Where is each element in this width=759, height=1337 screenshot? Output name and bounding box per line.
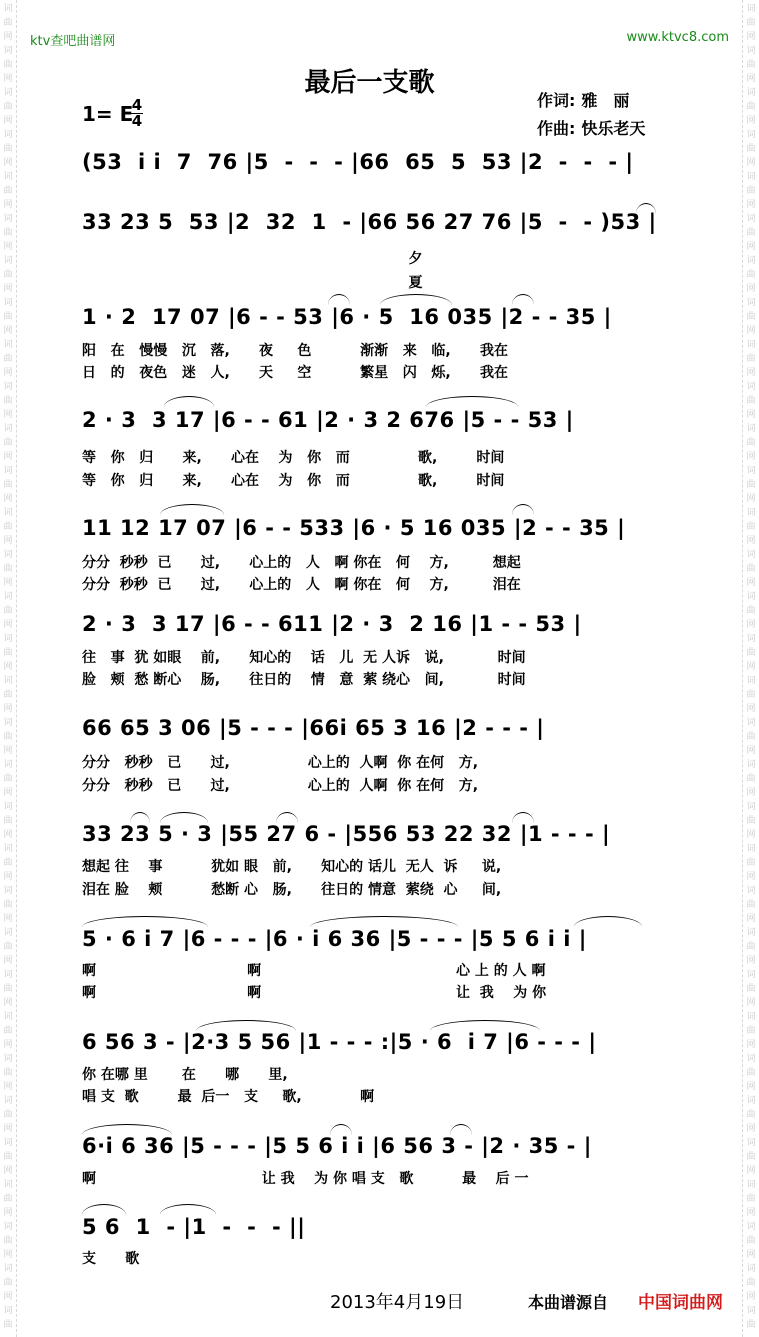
watermark-char: 曲 bbox=[3, 18, 13, 28]
watermark-char: 词 bbox=[3, 1054, 13, 1064]
system-5-lyric-2: 分分 秒秒 已 过, 心上的 人 啊 你在 何 方, 泪在 bbox=[82, 577, 521, 593]
system-2-lyric-1: 夕 bbox=[82, 251, 423, 267]
system-3-lyric-1: 阳 在 慢慢 沉 落, 夜 色 渐渐 来 临, 我在 bbox=[82, 343, 508, 359]
watermark-char: 词 bbox=[746, 1264, 756, 1274]
watermark-char: 网 bbox=[746, 32, 756, 42]
watermark-char: 词 bbox=[3, 256, 13, 266]
system-3-notes: 1 · 2 17 07 |6 - - 53 |6 · 5 16 035 |2 - - 35 | bbox=[82, 305, 612, 329]
watermark-char: 网 bbox=[3, 1166, 13, 1176]
watermark-char: 曲 bbox=[3, 270, 13, 280]
watermark-char: 词 bbox=[3, 928, 13, 938]
watermark-char: 曲 bbox=[746, 102, 756, 112]
watermark-char: 词 bbox=[746, 634, 756, 644]
watermark-char: 词 bbox=[746, 592, 756, 602]
watermark-char: 曲 bbox=[746, 186, 756, 196]
watermark-char: 网 bbox=[746, 746, 756, 756]
system-8-lyric-2: 泪在 脸 颊 愁断 心 肠, 往日的 情意 萦绕 心 间, bbox=[82, 882, 502, 898]
watermark-char: 网 bbox=[746, 788, 756, 798]
watermark-char: 曲 bbox=[746, 312, 756, 322]
system-10-notes: 6 56 3 - |2·3 5 56 |1 - - - :|5 · 6 i 7 |6 - - - | bbox=[82, 1030, 597, 1054]
watermark-char: 词 bbox=[746, 298, 756, 308]
watermark-char: 词 bbox=[746, 508, 756, 518]
time-signature bbox=[130, 98, 144, 129]
watermark-char: 网 bbox=[746, 494, 756, 504]
watermark-column-right bbox=[742, 0, 759, 1337]
watermark-char: 曲 bbox=[746, 1110, 756, 1120]
watermark-char: 曲 bbox=[746, 1236, 756, 1246]
watermark-char: 词 bbox=[3, 1012, 13, 1022]
watermark-char: 词 bbox=[3, 886, 13, 896]
watermark-char: 曲 bbox=[3, 816, 13, 826]
watermark-char: 词 bbox=[746, 256, 756, 266]
slur bbox=[574, 916, 642, 927]
watermark-char: 曲 bbox=[3, 774, 13, 784]
system-9-notes: 5 · 6 i 7 |6 - - - |6 · i 6 36 |5 - - - |5 5 6 i i | bbox=[82, 927, 587, 951]
watermark-char: 词 bbox=[746, 1096, 756, 1106]
source-label: 本曲谱源自 bbox=[528, 1293, 609, 1312]
watermark-char: 网 bbox=[746, 284, 756, 294]
slur bbox=[160, 504, 224, 515]
watermark-char: 网 bbox=[3, 788, 13, 798]
watermark-char: 网 bbox=[3, 326, 13, 336]
watermark-char: 网 bbox=[3, 872, 13, 882]
watermark-char: 曲 bbox=[746, 270, 756, 280]
system-10-lyric-1: 你 在哪 里 在 哪 里, bbox=[82, 1067, 288, 1083]
watermark-char: 网 bbox=[746, 1208, 756, 1218]
watermark-char: 词 bbox=[3, 382, 13, 392]
watermark-char: 词 bbox=[3, 550, 13, 560]
watermark-char: 词 bbox=[3, 970, 13, 980]
watermark-char: 网 bbox=[746, 1292, 756, 1302]
watermark-char: 曲 bbox=[746, 1152, 756, 1162]
watermark-char: 曲 bbox=[746, 144, 756, 154]
watermark-char: 曲 bbox=[3, 984, 13, 994]
watermark-char: 曲 bbox=[3, 858, 13, 868]
system-6-lyric-2: 脸 颊 愁 断心 肠, 往日的 情 意 萦 绕心 间, 时间 bbox=[82, 672, 526, 688]
watermark-char: 网 bbox=[3, 368, 13, 378]
watermark-char: 词 bbox=[746, 466, 756, 476]
watermark-char: 词 bbox=[3, 130, 13, 140]
watermark-char: 网 bbox=[746, 872, 756, 882]
watermark-char: 网 bbox=[3, 662, 13, 672]
slur bbox=[130, 812, 150, 823]
watermark-char: 曲 bbox=[3, 1110, 13, 1120]
watermark-char: 网 bbox=[3, 536, 13, 546]
watermark-char: 词 bbox=[746, 1180, 756, 1190]
watermark-char: 词 bbox=[746, 718, 756, 728]
watermark-char: 曲 bbox=[746, 900, 756, 910]
system-6-lyric-1: 往 事 犹 如眼 前, 知心的 话 儿 无 人诉 说, 时间 bbox=[82, 650, 526, 666]
watermark-char: 网 bbox=[746, 830, 756, 840]
watermark-char: 词 bbox=[3, 844, 13, 854]
system-5-lyric-1: 分分 秒秒 已 过, 心上的 人 啊 你在 何 方, 想起 bbox=[82, 555, 521, 571]
publish-date: 2013年4月19日 bbox=[330, 1292, 465, 1313]
watermark-char: 词 bbox=[746, 4, 756, 14]
watermark-char: 网 bbox=[746, 158, 756, 168]
slur bbox=[450, 1124, 472, 1135]
watermark-char: 词 bbox=[746, 1222, 756, 1232]
watermark-char: 曲 bbox=[746, 606, 756, 616]
watermark-char: 曲 bbox=[746, 228, 756, 238]
watermark-char: 网 bbox=[3, 116, 13, 126]
watermark-char: 曲 bbox=[746, 774, 756, 784]
watermark-char: 网 bbox=[3, 1040, 13, 1050]
watermark-char: 词 bbox=[746, 172, 756, 182]
slur bbox=[196, 1020, 296, 1031]
watermark-char: 网 bbox=[3, 704, 13, 714]
watermark-char: 曲 bbox=[3, 1236, 13, 1246]
watermark-char: 网 bbox=[746, 1082, 756, 1092]
watermark-char: 词 bbox=[746, 844, 756, 854]
watermark-char: 曲 bbox=[746, 690, 756, 700]
watermark-char: 曲 bbox=[746, 732, 756, 742]
slur bbox=[512, 504, 534, 515]
slur bbox=[380, 294, 452, 305]
watermark-char: 曲 bbox=[3, 312, 13, 322]
watermark-char: 曲 bbox=[3, 1194, 13, 1204]
system-4-lyric-2: 等 你 归 来, 心在 为 你 而 歌, 时间 bbox=[82, 473, 505, 489]
watermark-char: 曲 bbox=[3, 354, 13, 364]
watermark-char: 网 bbox=[3, 410, 13, 420]
slur bbox=[310, 916, 458, 927]
watermark-char: 词 bbox=[3, 676, 13, 686]
lyricist-name: 雅 丽 bbox=[581, 91, 630, 110]
watermark-char: 词 bbox=[3, 172, 13, 182]
watermark-char: 词 bbox=[746, 214, 756, 224]
system-9-lyric-2: 啊 啊 让 我 为 你 bbox=[82, 985, 547, 1001]
watermark-char: 词 bbox=[746, 340, 756, 350]
watermark-char: 词 bbox=[746, 382, 756, 392]
slur bbox=[276, 812, 298, 823]
watermark-char: 词 bbox=[3, 214, 13, 224]
watermark-char: 曲 bbox=[3, 564, 13, 574]
watermark-char: 曲 bbox=[746, 648, 756, 658]
watermark-char: 词 bbox=[746, 802, 756, 812]
watermark-char: 词 bbox=[746, 130, 756, 140]
watermark-char: 曲 bbox=[746, 1026, 756, 1036]
system-7-notes: 66 65 3 06 |5 - - - |66i 65 3 16 |2 - - - | bbox=[82, 716, 545, 740]
watermark-char: 词 bbox=[3, 298, 13, 308]
watermark-char: 词 bbox=[746, 1138, 756, 1148]
watermark-char: 词 bbox=[746, 1054, 756, 1064]
watermark-char: 网 bbox=[746, 116, 756, 126]
watermark-column-left bbox=[0, 0, 17, 1337]
watermark-char: 曲 bbox=[3, 228, 13, 238]
watermark-char: 词 bbox=[746, 676, 756, 686]
watermark-char: 曲 bbox=[746, 18, 756, 28]
watermark-char: 曲 bbox=[3, 648, 13, 658]
watermark-char: 词 bbox=[3, 88, 13, 98]
watermark-char: 曲 bbox=[3, 1152, 13, 1162]
system-7-lyric-1: 分分 秒秒 已 过, 心上的 人啊 你 在何 方, bbox=[82, 755, 479, 771]
watermark-char: 网 bbox=[3, 578, 13, 588]
slur bbox=[512, 294, 534, 305]
watermark-char: 曲 bbox=[3, 396, 13, 406]
watermark-char: 曲 bbox=[746, 1068, 756, 1078]
watermark-char: 词 bbox=[746, 760, 756, 770]
watermark-char: 网 bbox=[746, 326, 756, 336]
system-7-lyric-2: 分分 秒秒 已 过, 心上的 人啊 你 在何 方, bbox=[82, 778, 479, 794]
lyricist-credit bbox=[537, 88, 629, 111]
watermark-char: 曲 bbox=[3, 144, 13, 154]
watermark-char: 曲 bbox=[746, 522, 756, 532]
watermark-char: 曲 bbox=[3, 732, 13, 742]
watermark-char: 网 bbox=[746, 242, 756, 252]
watermark-char: 词 bbox=[3, 46, 13, 56]
watermark-char: 网 bbox=[3, 200, 13, 210]
watermark-char: 网 bbox=[746, 662, 756, 672]
watermark-char: 曲 bbox=[746, 816, 756, 826]
watermark-char: 网 bbox=[3, 284, 13, 294]
time-signature-top: 4 bbox=[131, 96, 143, 114]
watermark-char: 曲 bbox=[3, 606, 13, 616]
watermark-char: 网 bbox=[746, 1166, 756, 1176]
system-3-lyric-2: 日 的 夜色 迷 人, 天 空 繁星 闪 烁, 我在 bbox=[82, 365, 508, 381]
watermark-char: 网 bbox=[3, 1250, 13, 1260]
watermark-char: 词 bbox=[3, 4, 13, 14]
watermark-char: 网 bbox=[3, 746, 13, 756]
watermark-char: 网 bbox=[746, 410, 756, 420]
watermark-char: 词 bbox=[3, 1138, 13, 1148]
song-title: 最后一支歌 bbox=[304, 68, 435, 98]
watermark-char: 网 bbox=[3, 74, 13, 84]
slur bbox=[426, 396, 518, 407]
watermark-char: 曲 bbox=[3, 900, 13, 910]
watermark-char: 词 bbox=[746, 46, 756, 56]
watermark-char: 词 bbox=[3, 1180, 13, 1190]
watermark-char: 网 bbox=[3, 494, 13, 504]
watermark-char: 网 bbox=[3, 1124, 13, 1134]
system-9-lyric-1: 啊 啊 心 上 的 人 啊 bbox=[82, 963, 546, 979]
system-1-notes: (53 i i 7 76 |5 - - - |66 65 5 53 |2 - - - | bbox=[82, 150, 634, 174]
slur bbox=[512, 812, 534, 823]
watermark-char: 词 bbox=[3, 1306, 13, 1316]
system-4-notes: 2 · 3 3 17 |6 - - 61 |2 · 3 2 676 |5 - - 53 | bbox=[82, 408, 574, 432]
watermark-char: 词 bbox=[746, 424, 756, 434]
watermark-char: 网 bbox=[746, 74, 756, 84]
watermark-char: 网 bbox=[3, 1082, 13, 1092]
watermark-char: 曲 bbox=[3, 480, 13, 490]
watermark-char: 词 bbox=[746, 970, 756, 980]
watermark-char: 曲 bbox=[746, 1278, 756, 1288]
watermark-char: 曲 bbox=[3, 1026, 13, 1036]
watermark-char: 曲 bbox=[746, 1320, 756, 1330]
slur bbox=[82, 1124, 172, 1135]
watermark-char: 网 bbox=[3, 32, 13, 42]
watermark-char: 词 bbox=[746, 928, 756, 938]
slur bbox=[82, 1204, 126, 1215]
watermark-char: 网 bbox=[746, 620, 756, 630]
watermark-char: 曲 bbox=[3, 690, 13, 700]
watermark-char: 曲 bbox=[746, 354, 756, 364]
watermark-char: 词 bbox=[746, 550, 756, 560]
system-12-lyric-1: 支 歌 bbox=[82, 1251, 140, 1267]
watermark-char: 曲 bbox=[746, 1194, 756, 1204]
watermark-char: 网 bbox=[3, 158, 13, 168]
watermark-char: 词 bbox=[3, 1096, 13, 1106]
watermark-char: 网 bbox=[3, 1208, 13, 1218]
slur bbox=[430, 1020, 540, 1031]
watermark-char: 网 bbox=[746, 914, 756, 924]
watermark-char: 网 bbox=[746, 1250, 756, 1260]
watermark-char: 网 bbox=[3, 956, 13, 966]
watermark-char: 曲 bbox=[3, 60, 13, 70]
watermark-char: 网 bbox=[746, 1040, 756, 1050]
watermark-char: 曲 bbox=[3, 1278, 13, 1288]
watermark-char: 网 bbox=[3, 620, 13, 630]
source-brand[interactable]: 中国词曲网 bbox=[638, 1293, 723, 1313]
watermark-char: 网 bbox=[746, 1124, 756, 1134]
watermark-char: 网 bbox=[3, 998, 13, 1008]
watermark-char: 曲 bbox=[3, 1320, 13, 1330]
watermark-char: 网 bbox=[3, 452, 13, 462]
composer-name: 快乐老天 bbox=[581, 119, 646, 138]
slur bbox=[160, 1204, 216, 1215]
slur bbox=[328, 294, 350, 305]
watermark-char: 曲 bbox=[746, 858, 756, 868]
watermark-char: 网 bbox=[3, 914, 13, 924]
slur bbox=[330, 1124, 352, 1135]
watermark-char: 曲 bbox=[746, 480, 756, 490]
watermark-char: 网 bbox=[746, 368, 756, 378]
system-11-notes: 6·i 6 36 |5 - - - |5 5 6 i i |6 56 3 - |2 · 35 - | bbox=[82, 1134, 592, 1158]
slur bbox=[164, 396, 214, 407]
key-signature: 1= E bbox=[82, 102, 134, 126]
composer-label: 作曲: bbox=[537, 119, 576, 138]
system-8-notes: 33 23 5 · 3 |55 27 6 - |556 53 22 32 |1 - - - | bbox=[82, 822, 611, 846]
watermark-char: 词 bbox=[3, 634, 13, 644]
watermark-char: 词 bbox=[746, 1306, 756, 1316]
composer-credit bbox=[537, 116, 645, 139]
system-12-notes: 5 6 1 - |1 - - - || bbox=[82, 1215, 306, 1239]
watermark-char: 曲 bbox=[3, 522, 13, 532]
watermark-char: 网 bbox=[746, 200, 756, 210]
watermark-char: 网 bbox=[746, 536, 756, 546]
system-2-lyric-2: 夏 bbox=[82, 275, 423, 291]
watermark-char: 词 bbox=[3, 1264, 13, 1274]
system-8-lyric-1: 想起 往 事 犹如 眼 前, 知心的 话儿 无人 诉 说, bbox=[82, 859, 502, 875]
watermark-char: 曲 bbox=[3, 186, 13, 196]
watermark-char: 词 bbox=[3, 802, 13, 812]
slur bbox=[636, 203, 656, 214]
watermark-char: 曲 bbox=[746, 438, 756, 448]
site-url-right[interactable]: www.ktvc8.com bbox=[626, 30, 729, 45]
watermark-char: 词 bbox=[746, 1012, 756, 1022]
system-11-lyric-1: 啊 让 我 为 你 唱 支 歌 最 后 一 bbox=[82, 1171, 529, 1187]
watermark-char: 曲 bbox=[3, 1068, 13, 1078]
watermark-char: 网 bbox=[746, 578, 756, 588]
time-signature-bottom: 4 bbox=[131, 112, 143, 130]
slur bbox=[160, 812, 208, 823]
watermark-char: 词 bbox=[3, 1222, 13, 1232]
system-6-notes: 2 · 3 3 17 |6 - - 611 |2 · 3 2 16 |1 - - 53 | bbox=[82, 612, 582, 636]
lyricist-label: 作词: bbox=[537, 91, 576, 110]
watermark-char: 网 bbox=[746, 452, 756, 462]
watermark-char: 词 bbox=[3, 508, 13, 518]
watermark-char: 词 bbox=[746, 886, 756, 896]
system-5-notes: 11 12 17 07 |6 - - 533 |6 · 5 16 035 |2 - - 35 | bbox=[82, 516, 626, 540]
watermark-char: 词 bbox=[3, 760, 13, 770]
system-10-lyric-2: 唱 支 歌 最 后一 支 歌, 啊 bbox=[82, 1089, 375, 1105]
watermark-char: 网 bbox=[746, 998, 756, 1008]
watermark-char: 词 bbox=[3, 340, 13, 350]
system-2-notes: 33 23 5 53 |2 32 1 - |66 56 27 76 |5 - - )53 | bbox=[82, 210, 657, 234]
site-name-left[interactable]: ktv查吧曲谱网 bbox=[30, 34, 116, 49]
watermark-char: 词 bbox=[3, 424, 13, 434]
watermark-char: 词 bbox=[746, 88, 756, 98]
watermark-char: 曲 bbox=[746, 396, 756, 406]
watermark-char: 网 bbox=[3, 242, 13, 252]
watermark-char: 曲 bbox=[3, 102, 13, 112]
watermark-char: 曲 bbox=[3, 942, 13, 952]
watermark-char: 网 bbox=[746, 704, 756, 714]
watermark-char: 网 bbox=[746, 956, 756, 966]
watermark-char: 曲 bbox=[746, 564, 756, 574]
watermark-char: 词 bbox=[3, 718, 13, 728]
watermark-char: 词 bbox=[3, 466, 13, 476]
watermark-char: 曲 bbox=[746, 984, 756, 994]
watermark-char: 曲 bbox=[746, 942, 756, 952]
slur bbox=[82, 916, 208, 927]
watermark-char: 网 bbox=[3, 830, 13, 840]
watermark-char: 词 bbox=[3, 592, 13, 602]
watermark-char: 曲 bbox=[746, 60, 756, 70]
system-4-lyric-1: 等 你 归 来, 心在 为 你 而 歌, 时间 bbox=[82, 450, 505, 466]
watermark-char: 曲 bbox=[3, 438, 13, 448]
watermark-char: 网 bbox=[3, 1292, 13, 1302]
